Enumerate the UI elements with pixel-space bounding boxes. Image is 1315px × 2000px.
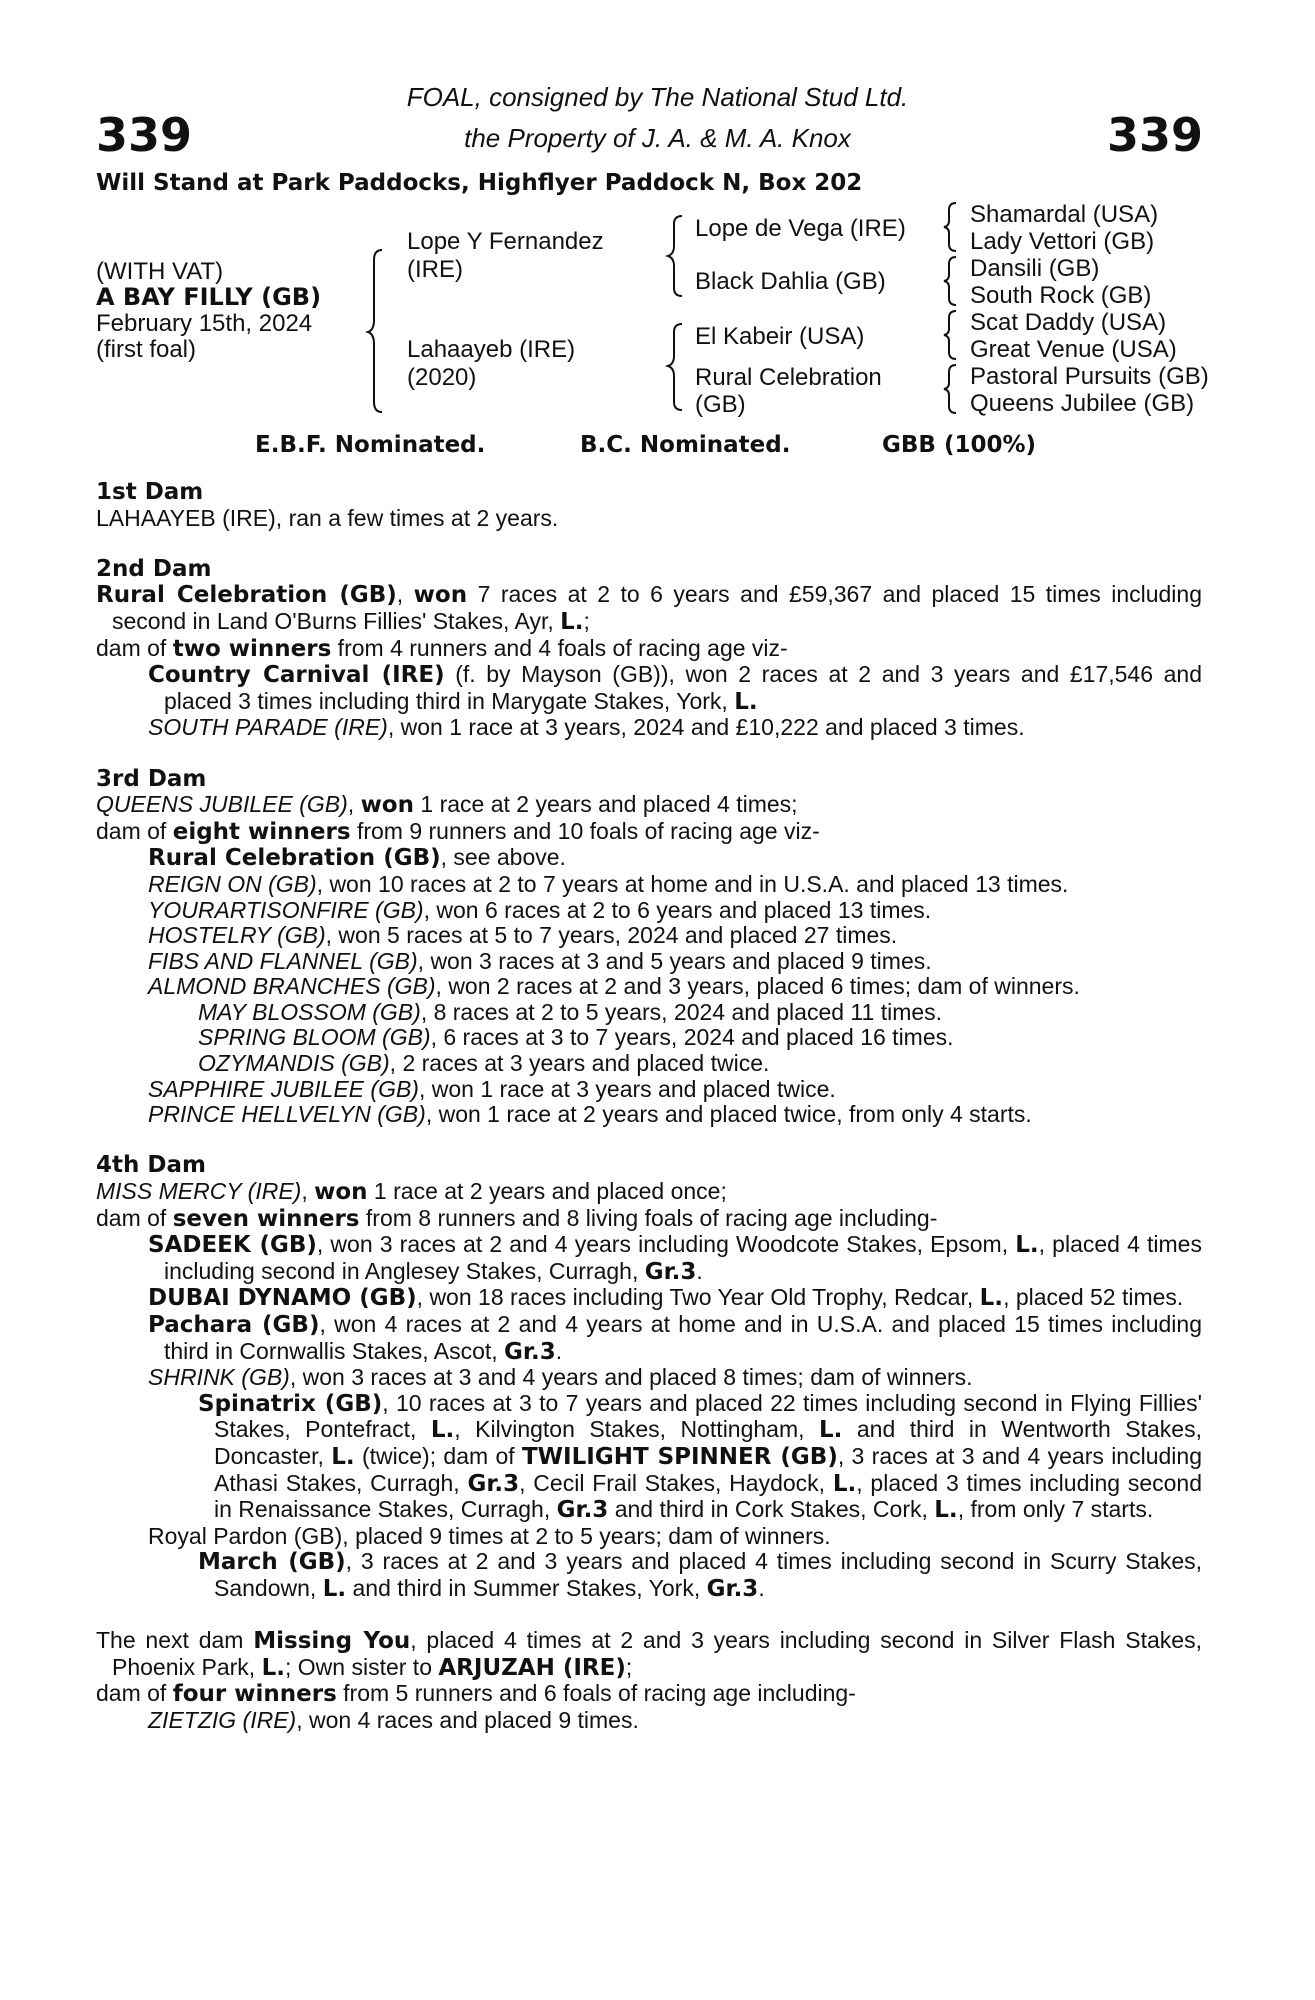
punct: ; xyxy=(583,607,590,634)
produce-stats: from 9 runners and 10 foals of racing age viz- xyxy=(350,817,820,844)
produce-entry xyxy=(148,1365,1202,1391)
horse-name: ARJUZAH (IRE) xyxy=(438,1654,626,1681)
dam-of-label: dam of xyxy=(96,1204,173,1231)
horse-name: TWILIGHT SPINNER (GB) xyxy=(521,1443,838,1470)
horse-name: HOSTELRY (GB) xyxy=(148,922,326,949)
produce-entry xyxy=(148,872,1202,898)
punct: . xyxy=(758,1574,765,1601)
horse-record: Royal Pardon (GB), placed 9 times at 2 to 5 years; dam of winners. xyxy=(148,1522,831,1549)
horse-name: OZYMANDIS (GB) xyxy=(198,1050,390,1077)
dam-of-label: dam of xyxy=(96,1680,173,1707)
horse-record: and third in Summer Stakes, York, xyxy=(346,1574,707,1601)
grade: L. xyxy=(261,1654,285,1681)
consignor-line: FOAL, consigned by The National Stud Ltd. xyxy=(406,82,909,112)
punct: . xyxy=(555,1337,563,1364)
grade: L. xyxy=(734,688,758,715)
sire-sire: Lope de Vega (IRE) xyxy=(695,215,906,242)
grade: L. xyxy=(430,1417,455,1444)
grade: L. xyxy=(979,1285,1004,1312)
grade: L. xyxy=(331,1443,355,1470)
next-dam-produce-summary xyxy=(96,1681,1202,1708)
dam-name: Lahaayeb (IRE) xyxy=(407,336,576,363)
grade: L. xyxy=(819,1417,843,1444)
vat-note: (WITH VAT) xyxy=(96,258,224,285)
foal-name: A BAY FILLY (GB) xyxy=(96,283,322,311)
first-dam-text: LAHAAYEB (IRE), ran a few times at 2 years. xyxy=(96,504,559,531)
bc-nomination: B.C. Nominated. xyxy=(580,432,791,458)
dam-of-label: dam of xyxy=(96,634,173,661)
punct: , xyxy=(301,1178,315,1205)
bracket-gen3-2 xyxy=(944,255,962,307)
horse-record: , won 1 race at 3 years, 2024 and £10,222 and placed 3 times. xyxy=(387,714,1025,741)
third-dam-record xyxy=(96,792,1202,819)
dds: Pastoral Pursuits (GB) xyxy=(970,363,1209,390)
punct: ; xyxy=(625,1653,633,1680)
produce-entry xyxy=(148,949,1202,975)
ebf-nomination: E.B.F. Nominated. xyxy=(255,432,486,458)
horse-record: , won 2 races at 2 and 3 years, placed 6 times; dam of winners. xyxy=(435,973,1080,1000)
record-text: 7 races at 2 to 6 years and £59,367 and placed 15 times including second in Land O'Burns Fillies' Stakes, Ayr, xyxy=(112,581,1203,634)
property-line: the Property of J. A. & M. A. Knox xyxy=(464,123,851,153)
grade: Gr.3 xyxy=(467,1470,520,1497)
dam-sire: El Kabeir (USA) xyxy=(695,323,865,350)
winners-count: two winners xyxy=(172,635,332,662)
dam-name: MISS MERCY (IRE) xyxy=(96,1178,302,1205)
horse-name: Pachara (GB) xyxy=(148,1312,320,1338)
won-label: won xyxy=(360,792,414,819)
foal-note: (first foal) xyxy=(96,336,197,363)
third-dam-produce-summary xyxy=(96,819,1202,846)
produce-entry xyxy=(148,898,1202,924)
pedigree-bracket-dam xyxy=(668,322,688,412)
catalogue-text xyxy=(96,480,1202,1734)
third-dam-section xyxy=(96,767,1202,1128)
fourth-dam-record xyxy=(96,1179,1202,1206)
sire-country: (IRE) xyxy=(407,256,463,283)
horse-record: , 2 races at 3 years and placed twice. xyxy=(389,1050,770,1077)
produce-entry xyxy=(148,1285,1202,1312)
dam-year: (2020) xyxy=(407,364,477,391)
produce-entry xyxy=(148,662,1202,715)
produce-entry xyxy=(148,1708,1202,1734)
horse-name: PRINCE HELLVELYN (GB) xyxy=(148,1101,426,1128)
dam-name: Missing You xyxy=(253,1628,411,1655)
horse-record: , won 3 races at 2 and 4 years including Woodcote Stakes, Epsom, xyxy=(316,1231,1016,1258)
record-text: , placed 4 times at 2 and 3 years including second in Silver Flash Stakes, Phoenix Park, xyxy=(112,1627,1202,1680)
sire-dam: Black Dahlia (GB) xyxy=(695,268,886,295)
foal-dob: February 15th, 2024 xyxy=(96,310,313,337)
horse-name: March (GB) xyxy=(198,1549,346,1576)
ssd: Lady Vettori (GB) xyxy=(970,228,1155,255)
horse-record: , won 3 races at 3 and 4 years and placed 8 times; dam of winners. xyxy=(289,1364,973,1391)
dam-name: QUEENS JUBILEE (GB) xyxy=(96,791,348,818)
horse-record: , won 18 races including Two Year Old Trophy, Redcar, xyxy=(416,1284,980,1311)
horse-record: , won 4 races at 2 and 4 years at home and in U.S.A. and placed 15 times including third in Cornwallis Stakes, Ascot, xyxy=(164,1311,1203,1364)
horse-record: , from only 7 starts. xyxy=(957,1496,1154,1523)
horse-record: , 6 races at 3 to 7 years, 2024 and placed 16 times. xyxy=(430,1024,954,1051)
horse-name: ALMOND BRANCHES (GB) xyxy=(148,973,436,1000)
record-text: 1 race at 2 years and placed once; xyxy=(367,1178,727,1205)
horse-name: FIBS AND FLANNEL (GB) xyxy=(148,947,418,974)
pedigree-bracket-foal xyxy=(368,246,388,416)
lot-number-left: 339 xyxy=(96,108,193,162)
record-text: ; Own sister to xyxy=(285,1653,439,1680)
grade: L. xyxy=(832,1470,857,1497)
grade: L. xyxy=(322,1575,347,1602)
horse-name: YOURARTISONFIRE (GB) xyxy=(148,896,424,923)
horse-record: and third in Cork Stakes, Cork, xyxy=(608,1496,935,1523)
produce-entry xyxy=(148,1524,1202,1550)
horse-name: MAY BLOSSOM (GB) xyxy=(198,998,421,1025)
dam-dam-country: (GB) xyxy=(695,391,746,418)
grand-produce-entry xyxy=(198,1051,1202,1077)
bracket-gen3-3 xyxy=(944,309,962,361)
horse-name: SAPPHIRE JUBILEE (GB) xyxy=(148,1075,419,1102)
pedigree-bracket-sire xyxy=(668,214,688,298)
grade: L. xyxy=(934,1497,958,1524)
winners-count: eight winners xyxy=(172,818,351,845)
won-label: won xyxy=(413,582,468,609)
produce-entry xyxy=(148,845,1202,872)
dam-of-label: dam of xyxy=(96,817,173,844)
horse-record: , Cecil Frail Stakes, Haydock, xyxy=(519,1469,833,1496)
produce-entry xyxy=(148,923,1202,949)
produce-entry xyxy=(148,1102,1202,1128)
horse-record: , won 4 races and placed 9 times. xyxy=(296,1706,639,1733)
gbb-rating: GBB (100%) xyxy=(882,432,1037,458)
next-dam-label: The next dam xyxy=(96,1627,254,1654)
sds: Dansili (GB) xyxy=(970,255,1100,282)
grade: Gr.3 xyxy=(556,1497,609,1524)
horse-record: and third in Wentworth Stakes, Doncaster, xyxy=(214,1416,1202,1469)
dam-dam-name: Rural Celebration xyxy=(695,364,882,391)
horse-name: SPRING BLOOM (GB) xyxy=(198,1024,431,1051)
horse-record: , Kilvington Stakes, Nottingham, xyxy=(454,1416,819,1443)
produce-entry xyxy=(148,974,1202,1000)
grade: Gr.3 xyxy=(706,1575,759,1602)
fourth-dam-heading: 4th Dam xyxy=(96,1152,206,1179)
bracket-gen3-1 xyxy=(944,201,962,253)
record-text: 1 race at 2 years and placed 4 times; xyxy=(414,791,798,818)
grade: Gr.3 xyxy=(644,1258,697,1285)
grade: Gr.3 xyxy=(504,1338,556,1365)
grade: L. xyxy=(1015,1232,1039,1259)
horse-name: ZIETZIG (IRE) xyxy=(148,1706,297,1733)
grand-produce-entry xyxy=(198,1025,1202,1051)
grand-produce-entry xyxy=(198,1000,1202,1026)
horse-name: Country Carnival (IRE) xyxy=(148,662,445,689)
first-dam-section xyxy=(96,480,1202,531)
sire-name: Lope Y Fernandez xyxy=(407,228,604,255)
next-dam-record xyxy=(96,1628,1202,1681)
second-dam-produce-summary xyxy=(96,636,1202,663)
horse-name: SHRINK (GB) xyxy=(148,1364,290,1391)
horse-name: REIGN ON (GB) xyxy=(148,870,317,897)
produce-entry xyxy=(148,1312,1202,1365)
grand-produce-entry xyxy=(198,1549,1202,1602)
horse-name: SADEEK (GB) xyxy=(148,1232,317,1259)
winners-count: seven winners xyxy=(172,1205,360,1232)
horse-record: , 3 races at 3 and 4 years including Athasi Stakes, Curragh, xyxy=(214,1442,1202,1496)
horse-record: , won 1 race at 2 years and placed twice, from only 4 starts. xyxy=(425,1101,1032,1128)
next-dam-section xyxy=(96,1628,1202,1733)
produce-entry xyxy=(148,1232,1202,1285)
third-dam-heading: 3rd Dam xyxy=(96,765,207,792)
produce-stats: from 8 runners and 8 living foals of racing age including- xyxy=(359,1204,938,1231)
won-label: won xyxy=(314,1179,368,1206)
horse-name: SOUTH PARADE (IRE) xyxy=(148,714,388,741)
fourth-dam-produce-summary xyxy=(96,1206,1202,1233)
fourth-dam-section xyxy=(96,1153,1202,1602)
horse-record: , placed 4 times including second in Anglesey Stakes, Curragh, xyxy=(164,1231,1202,1284)
winners-count: four winners xyxy=(172,1681,337,1708)
dsd: Great Venue (USA) xyxy=(970,336,1177,363)
horse-record: , won 6 races at 2 to 6 years and placed 13 times. xyxy=(423,896,932,923)
sdd: South Rock (GB) xyxy=(970,282,1152,309)
second-dam-section xyxy=(96,557,1202,741)
horse-record: , placed 3 times including second in Renaissance Stakes, Curragh, xyxy=(214,1469,1202,1523)
horse-name: Spinatrix (GB) xyxy=(198,1390,383,1417)
horse-record: , see above. xyxy=(440,844,566,871)
first-dam-heading: 1st Dam xyxy=(96,479,204,505)
second-dam-heading: 2nd Dam xyxy=(96,555,212,582)
horse-record: , won 10 races at 2 to 7 years at home and in U.S.A. and placed 13 times. xyxy=(316,870,1069,897)
horse-record: , 10 races at 3 to 7 years and placed 22 times including second in Flying Fillies' Stakes, Pontefract, xyxy=(214,1389,1202,1443)
horse-record: , won 1 race at 3 years and placed twice. xyxy=(418,1075,836,1102)
ddd: Queens Jubilee (GB) xyxy=(970,390,1195,417)
produce-stats: from 5 runners and 6 foals of racing age including- xyxy=(336,1680,856,1707)
sss: Shamardal (USA) xyxy=(970,201,1159,228)
grade: L. xyxy=(560,608,584,635)
horse-record: , placed 52 times. xyxy=(1003,1284,1184,1311)
bracket-gen3-4 xyxy=(944,363,962,415)
horse-name: DUBAI DYNAMO (GB) xyxy=(148,1285,417,1312)
horse-record: , won 3 races at 3 and 5 years and placed 9 times. xyxy=(417,947,932,974)
horse-record: , won 5 races at 5 to 7 years, 2024 and placed 27 times. xyxy=(325,922,898,949)
horse-name: Rural Celebration (GB) xyxy=(148,845,441,872)
horse-record: (twice); dam of xyxy=(354,1442,522,1469)
grand-produce-entry xyxy=(198,1391,1202,1524)
produce-entry xyxy=(148,1077,1202,1103)
punct: , xyxy=(347,791,361,818)
horse-record: , 3 races at 2 and 3 years and placed 4 times including second in Scurry Stakes, Sandown, xyxy=(214,1548,1203,1601)
dss: Scat Daddy (USA) xyxy=(970,309,1167,336)
horse-record: (f. by Mayson (GB)), won 2 races at 2 and 3 years and £17,546 and placed 3 times including third in Marygate Stakes, York, xyxy=(164,661,1202,714)
lot-number-right: 339 xyxy=(1106,108,1203,162)
stand-location: Will Stand at Park Paddocks, Highflyer Paddock N, Box 202 xyxy=(96,170,863,196)
punct: . xyxy=(696,1257,703,1284)
produce-entry xyxy=(148,715,1202,741)
produce-stats: from 4 runners and 4 foals of racing age viz- xyxy=(331,634,788,661)
dam-name: Rural Celebration (GB) xyxy=(96,582,397,609)
second-dam-record: Rural Celebration (GB), won 7 races at 2 to 6 years and £59,367 and placed 15 times including second in Land O'Burns Fillies' Stakes, Ayr, L.; xyxy=(96,581,1203,635)
horse-record: , 8 races at 2 to 5 years, 2024 and placed 11 times. xyxy=(420,998,943,1025)
